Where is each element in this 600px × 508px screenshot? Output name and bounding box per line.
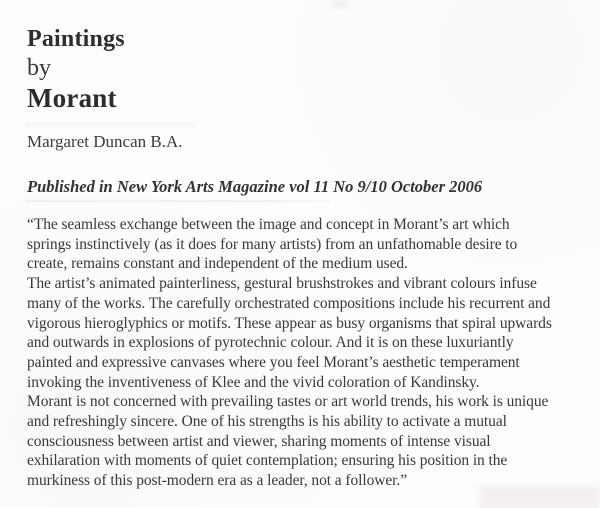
body-line: many of the works. The carefully orchestrated compositions include his recurrent and	[27, 294, 551, 312]
body-line: exhilaration with moments of quiet contemplation; ensuring his position in the	[27, 452, 508, 470]
body-line: painted and expressive canvases where you feel Morant’s aesthetic temperament	[27, 353, 520, 371]
body-line: Morant is not concerned with prevailing tastes or art world trends, his work is unique	[27, 393, 549, 411]
title-line-paintings: Paintings	[27, 26, 125, 52]
title-line-by: by	[27, 55, 51, 81]
body-line: invoking the inventiveness of Klee and the vivid coloration of Kandinsky.	[27, 373, 480, 391]
scan-artifact-underline	[25, 200, 330, 202]
body-line: The artist’s animated painterliness, gestural brushstrokes and vibrant colours infuse	[27, 275, 537, 293]
body-line: consciousness between artist and viewer, sharing moments of intense visual	[27, 432, 491, 450]
article-title	[27, 24, 125, 113]
body-line: murkiness of this post-modern era as a leader, not a follower.”	[27, 472, 408, 490]
body-line: “The seamless exchange between the image and concept in Morant’s art which	[27, 216, 510, 233]
title-line-morant: Morant	[27, 83, 117, 113]
author-byline: Margaret Duncan B.A.	[27, 132, 183, 151]
scan-artifact-smudge	[330, 0, 350, 8]
body-line: and refreshingly sincere. One of his strengths is his ability to activate a mutual	[27, 413, 507, 431]
publication-credit: Published in New York Arts Magazine vol 11 No 9/10 October 2006	[27, 177, 483, 196]
body-line: springs instinctively (as it does for many artists) from an unfathomable desire to	[27, 235, 518, 253]
scan-artifact-band	[25, 123, 195, 126]
article-body	[27, 215, 587, 491]
body-line: vigorous hieroglyphics or motifs. These appear as busy organisms that spiral upwards	[27, 314, 552, 332]
body-line: and outwards in explosions of pyrotechnic colour. And it is on these luxuriantly	[27, 334, 514, 352]
body-line: create, remains constant and independent of the medium used.	[27, 255, 408, 273]
